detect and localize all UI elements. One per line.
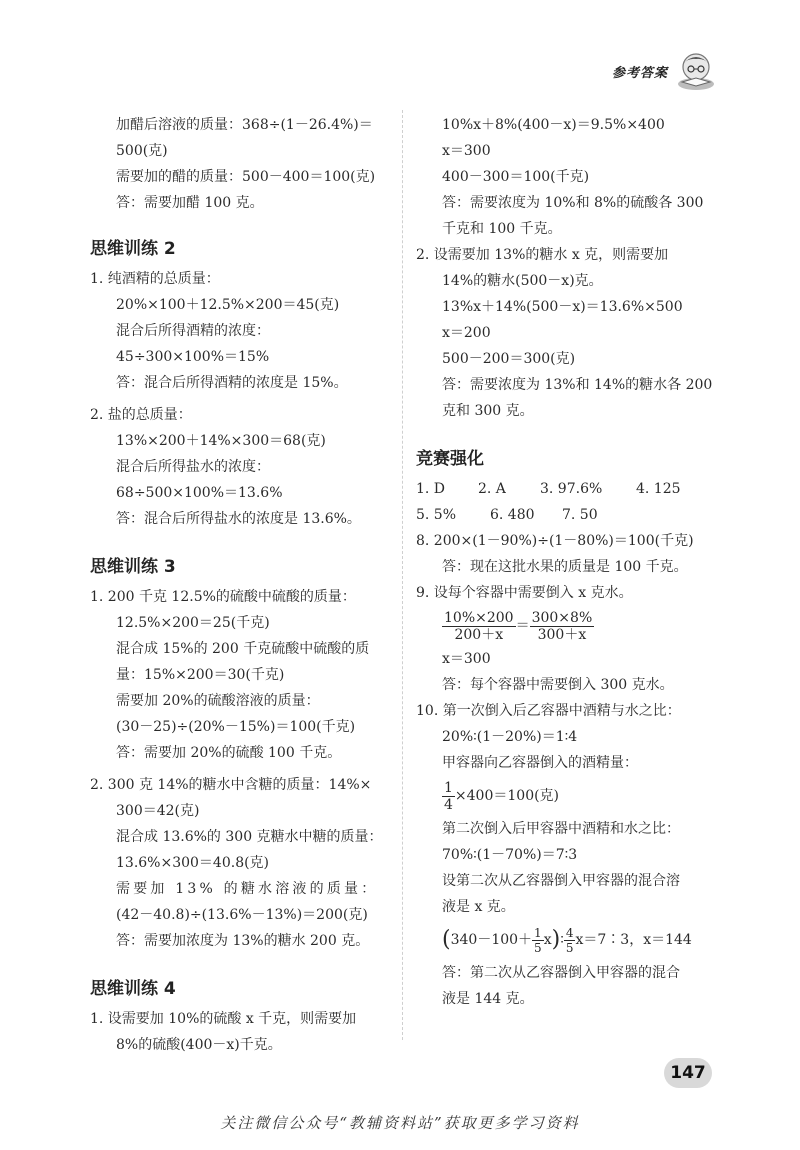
text-line: 加醋后溶液的质量：368÷(1－26.4%)＝ (116, 117, 373, 133)
fraction: $\frac{10\%\times 200}{200+x}$ (444, 609, 514, 643)
answer-item: 3. 97.6% (540, 481, 603, 497)
question-line: 9. 设每个容器中需要倒入 x 克水。 (416, 585, 633, 601)
text-line: 20%×100＋12.5%×200＝45(克) (116, 297, 340, 313)
text-line: 千克和 100 千克。 (442, 221, 562, 237)
text-line: 需要加的醋的质量：500－400＝100(克) (116, 169, 376, 185)
text-line: 需要加 20%的硫酸溶液的质量： (116, 693, 320, 709)
fraction-equation: $\frac{10\%\times 200}{200+x}$ ＝ $\frac{300\times 8\%}{300+x}$ (444, 609, 593, 643)
fraction: $\frac{300\times 8\%}{300+x}$ (531, 609, 593, 643)
text-line: 45÷300×100%＝15% (116, 349, 270, 365)
text-line: 答：混合后所得盐水的浓度是 13.6%。 (116, 511, 361, 527)
text-line: (30－25)÷(20%－15%)＝100(千克) (116, 719, 356, 735)
text-line: 300＝42(克) (116, 803, 200, 819)
text-line: x＝200 (442, 325, 491, 341)
text-line: 答：需要加醋 100 克。 (116, 195, 264, 211)
question-line: 1. 纯酒精的总质量： (90, 271, 220, 287)
text-line: x＝300 (442, 651, 491, 667)
text-line: 13.6%×300＝40.8(克) (116, 855, 270, 871)
question-line: 2. 盐的总质量： (90, 407, 192, 423)
text-line: 70%∶(1－70%)＝7∶3 (442, 847, 578, 863)
text-line: 答：每个容器中需要倒入 300 克水。 (442, 677, 674, 693)
answer-item: 1. D (416, 481, 446, 497)
answer-item: 2. A (478, 481, 506, 497)
text-line: 10%x＋8%(400－x)＝9.5%×400 (442, 117, 665, 133)
text-line: 答：第二次从乙容器倒入甲容器的混合 (442, 965, 680, 981)
text-line: 混合后所得酒精的浓度： (116, 323, 270, 339)
section-title-contest: 竞赛强化 (416, 449, 484, 469)
answer-row-1 (416, 476, 716, 502)
text-line: 500(克) (116, 143, 168, 159)
answer-row-2 (416, 502, 716, 528)
section-title-4: 思维训练 4 (90, 979, 176, 999)
text-line: 400－300＝100(千克) (442, 169, 590, 185)
answer-item: 4. 125 (636, 481, 681, 497)
text-line: 答：需要加 20%的硫酸 100 千克。 (116, 745, 342, 761)
fraction-equation: (340－100＋ $\frac{1}{5}$ x)∶ $\frac{4}{5}$ x＝7∶3，x＝144 (442, 925, 692, 955)
fraction-line: $\frac{1}{4}$ ×400＝100(克) (444, 779, 560, 813)
text-line: 8%的硫酸(400－x)千克。 (116, 1037, 282, 1053)
text-line: 答：混合后所得酒精的浓度是 15%。 (116, 375, 348, 391)
text-line: 20%∶(1－20%)＝1∶4 (442, 729, 578, 745)
question-line: 2. 300 克 14%的糖水中含糖的质量：14%× (90, 777, 372, 793)
page-number: 147 (664, 1058, 712, 1088)
text-line: 答：现在这批水果的质量是 100 千克。 (442, 559, 688, 575)
student-reading-icon (674, 48, 718, 92)
text-line: 答：需要浓度为 10%和 8%的硫酸各 300 (442, 195, 704, 211)
text-line: 答：需要加浓度为 13%的糖水 200 克。 (116, 933, 370, 949)
answer-item: 5. 5% (416, 507, 457, 523)
section-title-2: 思维训练 2 (90, 239, 176, 259)
text-line: 答：需要浓度为 13%和 14%的糖水各 200 (442, 377, 713, 393)
text-line: 第二次倒入后甲容器中酒精和水之比： (442, 821, 680, 837)
question-line: 10. 第一次倒入后乙容器中酒精与水之比： (416, 703, 681, 719)
section-title-3: 思维训练 3 (90, 557, 176, 577)
question-line: 2. 设需要加 13%的糖水 x 克，则需要加 (416, 247, 669, 263)
left-column (90, 112, 390, 1058)
text-line: 混合后所得盐水的浓度： (116, 459, 270, 475)
text-line: 克和 300 克。 (442, 403, 534, 419)
text-line: 500－200＝300(克) (442, 351, 576, 367)
answer-item: 6. 480 (490, 507, 535, 523)
question-line: 8. 200×(1－90%)÷(1－80%)＝100(千克) (416, 533, 694, 549)
text-line: 设第二次从乙容器倒入甲容器的混合溶 (442, 873, 680, 889)
text-line: 14%的糖水(500－x)克。 (442, 273, 603, 289)
text-line: 液是 144 克。 (442, 991, 534, 1007)
text-line: 液是 x 克。 (442, 899, 515, 915)
question-line: 1. 200 千克 12.5%的硫酸中硫酸的质量： (90, 589, 356, 605)
text-line: 68÷500×100%＝13.6% (116, 485, 283, 501)
header-label: 参考答案 (612, 66, 669, 81)
text-line: (42－40.8)÷(13.6%－13%)＝200(克) (116, 907, 368, 923)
answer-item: 7. 50 (562, 507, 598, 523)
fraction: $\frac{4}{5}$ (565, 925, 574, 955)
text-line: 12.5%×200＝25(千克) (116, 615, 270, 631)
text-line: 甲容器向乙容器倒入的酒精量： (442, 755, 638, 771)
right-column (416, 112, 716, 1012)
text-line: 量：15%×200＝30(千克) (116, 667, 285, 683)
text-line: 混合成 15%的 200 千克硫酸中硫酸的质 (116, 641, 370, 657)
question-line: 1. 设需要加 10%的硫酸 x 千克，则需要加 (90, 1011, 357, 1027)
footer-note: 关注微信公众号“教辅资料站”获取更多学习资料 (220, 1114, 580, 1132)
fraction: $\frac{1}{5}$ (534, 925, 542, 955)
text-line: 需要加 13% 的糖水溶液的质量： (116, 881, 379, 897)
text-line: 13%x＋14%(500－x)＝13.6%×500 (442, 299, 683, 315)
text-line: 混合成 13.6%的 300 克糖水中糖的质量： (116, 829, 383, 845)
fraction: $\frac{1}{4}$ (444, 779, 453, 813)
text-line: x＝300 (442, 143, 491, 159)
text-line: 13%×200＋14%×300＝68(克) (116, 433, 326, 449)
column-divider (402, 110, 403, 1040)
